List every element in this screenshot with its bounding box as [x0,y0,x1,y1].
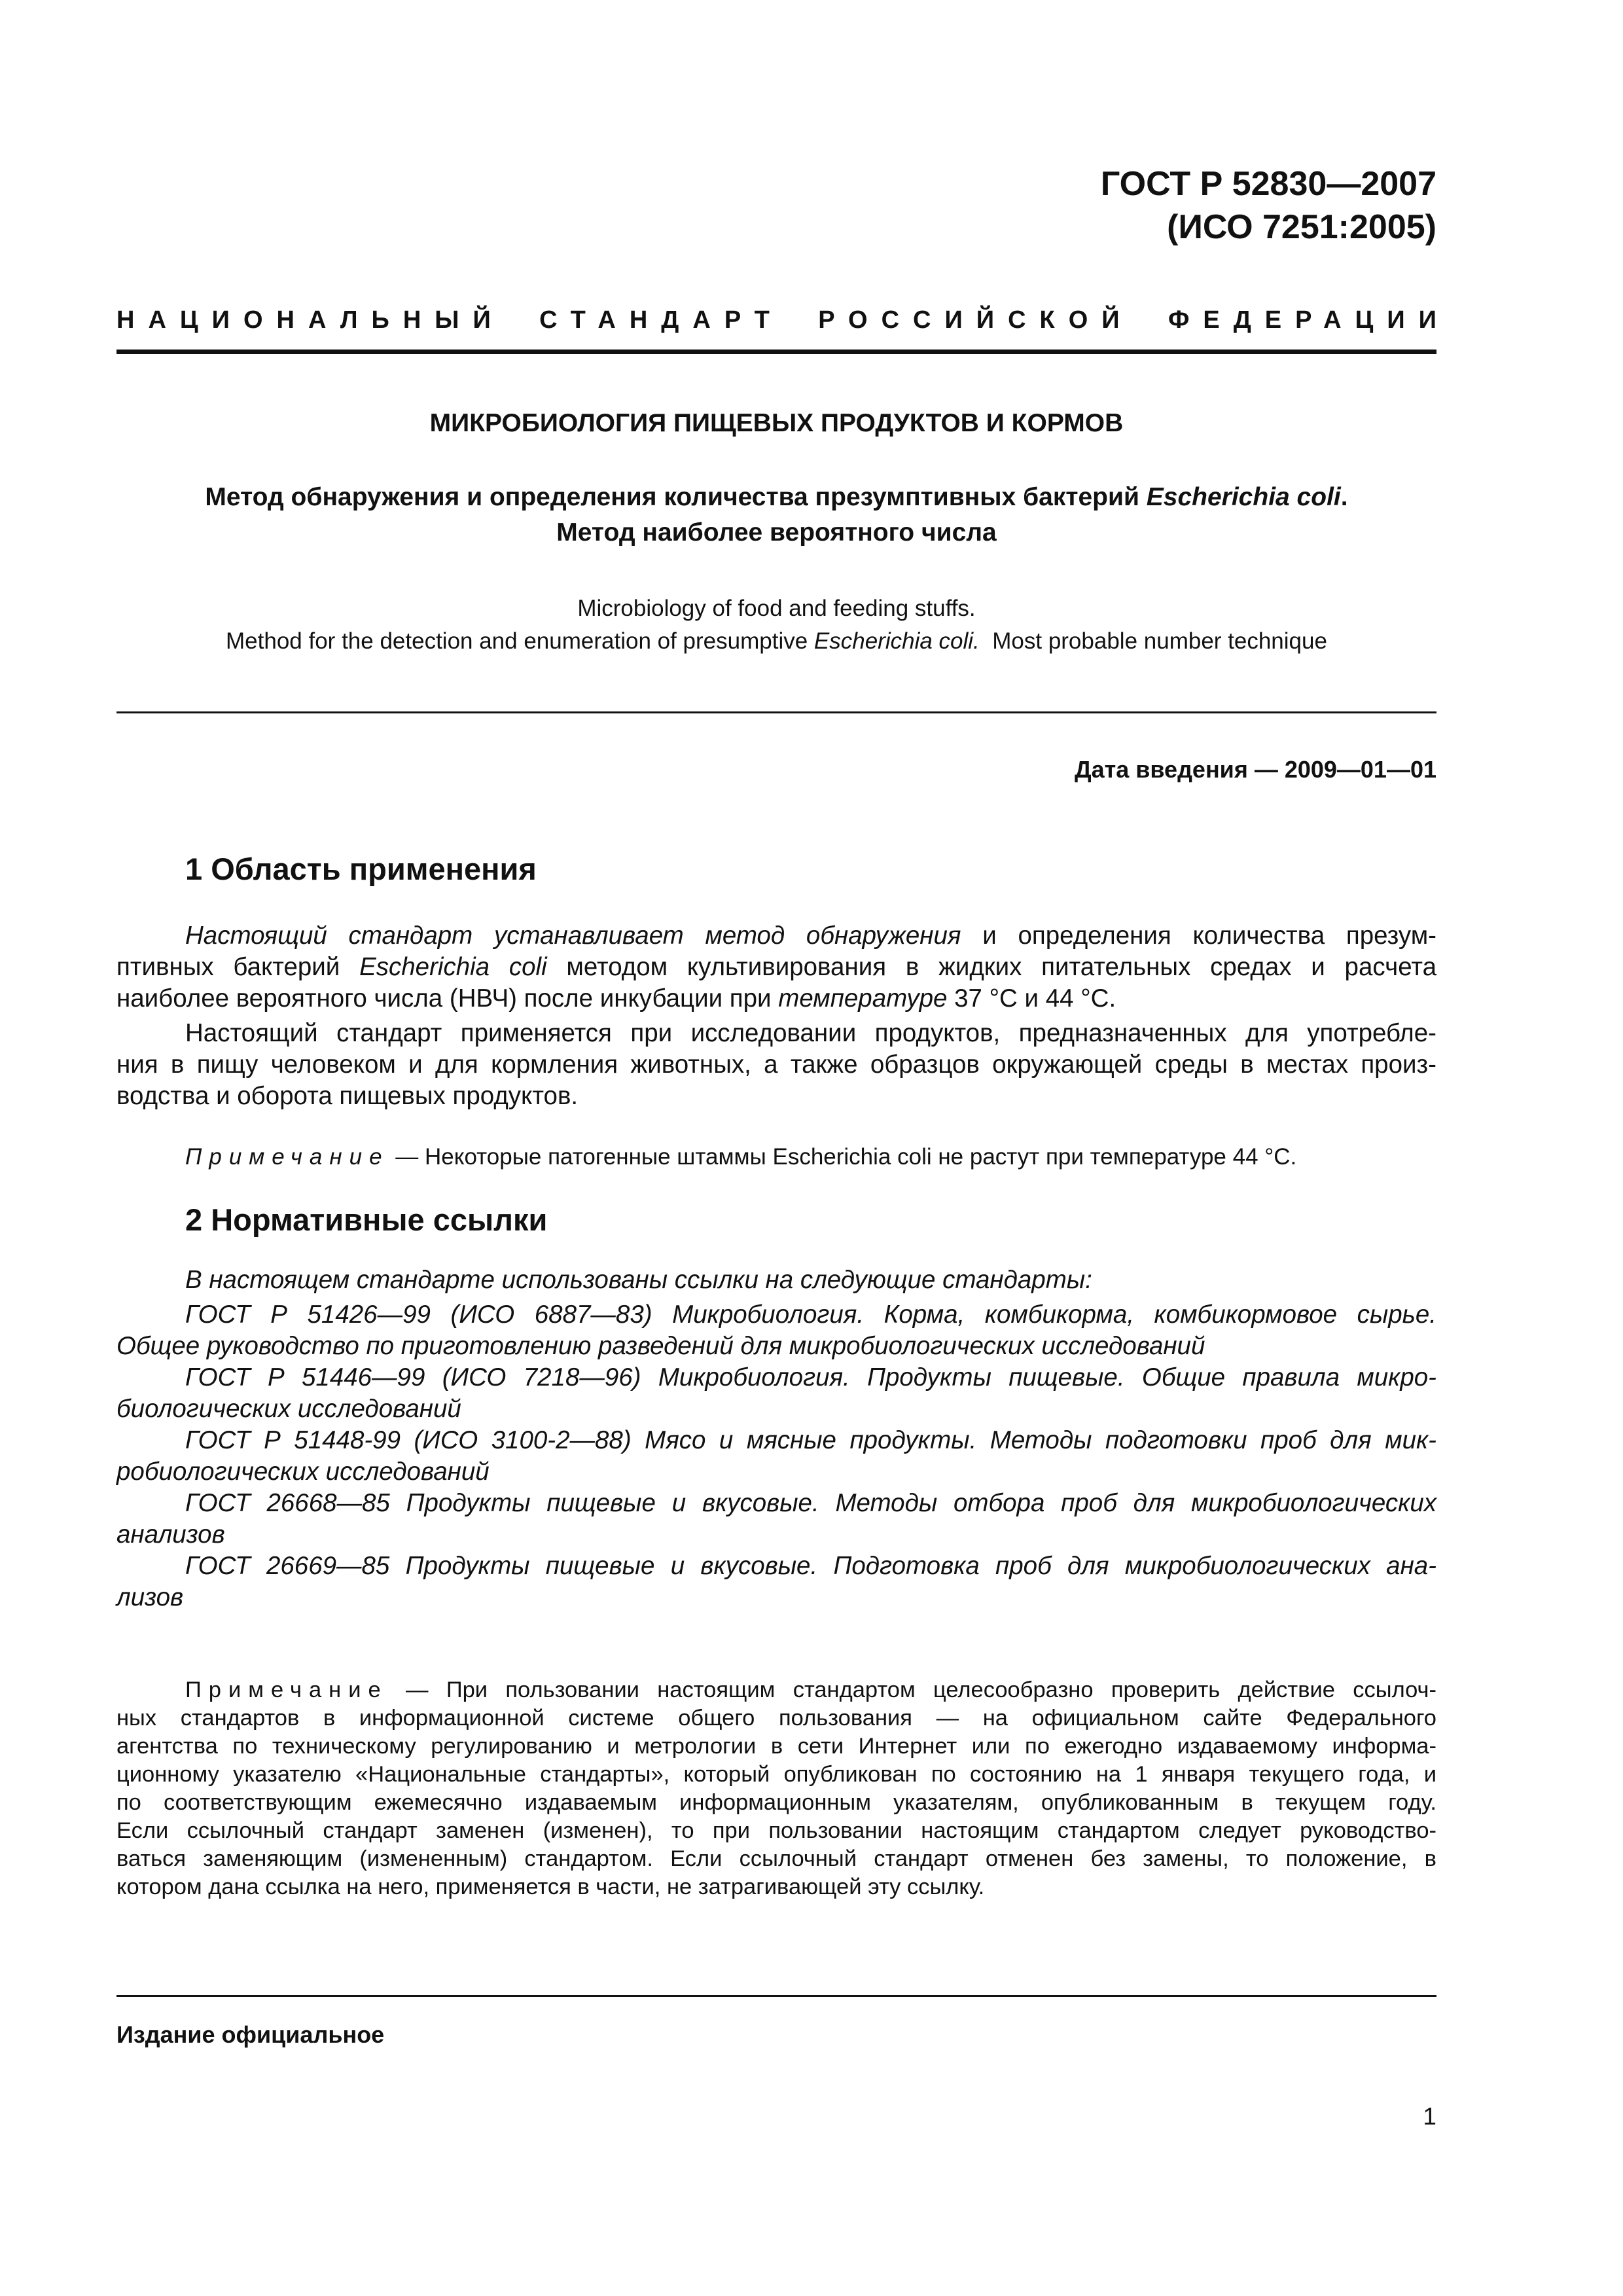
banner-word: РОССИЙСКОЙ [818,306,1133,334]
title-divider [116,711,1436,713]
banner-word: ФЕДЕРАЦИИ [1168,306,1450,334]
introduction-date: Дата введения — 2009—01—01 [1074,756,1436,783]
section-heading-references: 2 Нормативные ссылки [185,1202,548,1237]
english-title: Microbiology of food and feeding stuffs. Method for the detection and enumeration of presumptive Escherichia coli. Most probable number technique [226,596,1327,654]
national-standard-banner [116,304,1450,336]
document-title: МИКРОБИОЛОГИЯ ПИЩЕВЫХ ПРОДУКТОВ И КОРМОВ [429,409,1124,437]
document-code [1101,162,1436,249]
note-label: Примечание [185,1677,388,1702]
reference-item: ГОСТ 26669—85 Продукты пищевые и вкусовые. Подготовка проб для микробиологических ана- лизов [116,1552,1436,1611]
footer-divider [116,1995,1436,1997]
reference-item: ГОСТ Р 51448-99 (ИСО 3100-2—88) Мясо и мясные продукты. Методы подготовки проб для мик- робиологических исследований [116,1426,1436,1486]
scope-paragraph-2: Настоящий стандарт применяется при исследовании продуктов, предназначенных для употребле- ния в пищу человеком и для кормления животных, а также образцов окружающей среды в местах произ- водства и оборота пищевых продуктов. [116,1019,1436,1110]
scope-note: Примечание — Некоторые патогенные штаммы Escherichia coli не растут при температуре 44 °С. [185,1144,1297,1170]
references-list [116,1299,1436,1613]
official-edition-label: Издание официальное [116,2021,385,2048]
header-divider [116,350,1436,354]
references-note: Примечание — При пользовании настоящим стандартом целесообразно проверить действие ссылоч- ных стандартов в информационной системе общего пользования — на официальном сайте Федерального агентства по техническому регулированию и метрологии в сети Интернет или по ежегодно издаваемому информа- ционному указателю «Национальные стандарты», который опубликован по состоянию на 1 января текущего года, и по соответствующим ежемесячно издаваемым информационным указателям, опубликованным в текущем году. Если ссылочный стандарт заменен (изменен), то при пользовании настоящим стандартом следует руководство- ваться заменяющим (измененным) стандартом. Если ссылочный стандарт отменен без замены, то положение, в котором дана ссылка на него, применяется в части, не затрагивающей эту ссылку. [116,1677,1436,1899]
page-number: 1 [1423,2103,1436,2130]
reference-item: ГОСТ 26668—85 Продукты пищевые и вкусовые. Методы отбора проб для микробиологических анализов [116,1489,1436,1549]
references-intro: В настоящем стандарте использованы ссылки на следующие стандарты: [185,1266,1092,1294]
note-label: Примечание [185,1144,389,1170]
banner-word: СТАНДАРТ [539,306,783,334]
reference-item: ГОСТ Р 51446—99 (ИСО 7218—96) Микробиология. Продукты пищевые. Общие правила микро- биологических исследований [116,1363,1436,1423]
standard-number: ГОСТ Р 52830—2007 [1100,165,1436,203]
reference-item: ГОСТ Р 51426—99 (ИСО 6887—83) Микробиология. Корма, комбикорма, комбикормовое сырье. Общее руководство по приготовлению разведений для микробиологических исследований [116,1300,1436,1360]
section-heading-scope: 1 Область применения [185,852,537,886]
document-subtitle: Метод обнаружения и определения количества презумптивных бактерий Escherichia coli. Метод наиболее вероятного числа [205,483,1348,547]
iso-reference: (ИСО 7251:2005) [1167,208,1436,246]
scope-paragraph-1: Настоящий стандарт устанавливает метод обнаружения и определения количества презум- птивных бактерий Escherichia coli методом культивирования в жидких питательных средах и расчета наиболее вероятного числа (НВЧ) после инкубации при температуре 37 °С и 44 °С. [116,922,1437,1013]
banner-word: НАЦИОНАЛЬНЫЙ [116,306,505,334]
